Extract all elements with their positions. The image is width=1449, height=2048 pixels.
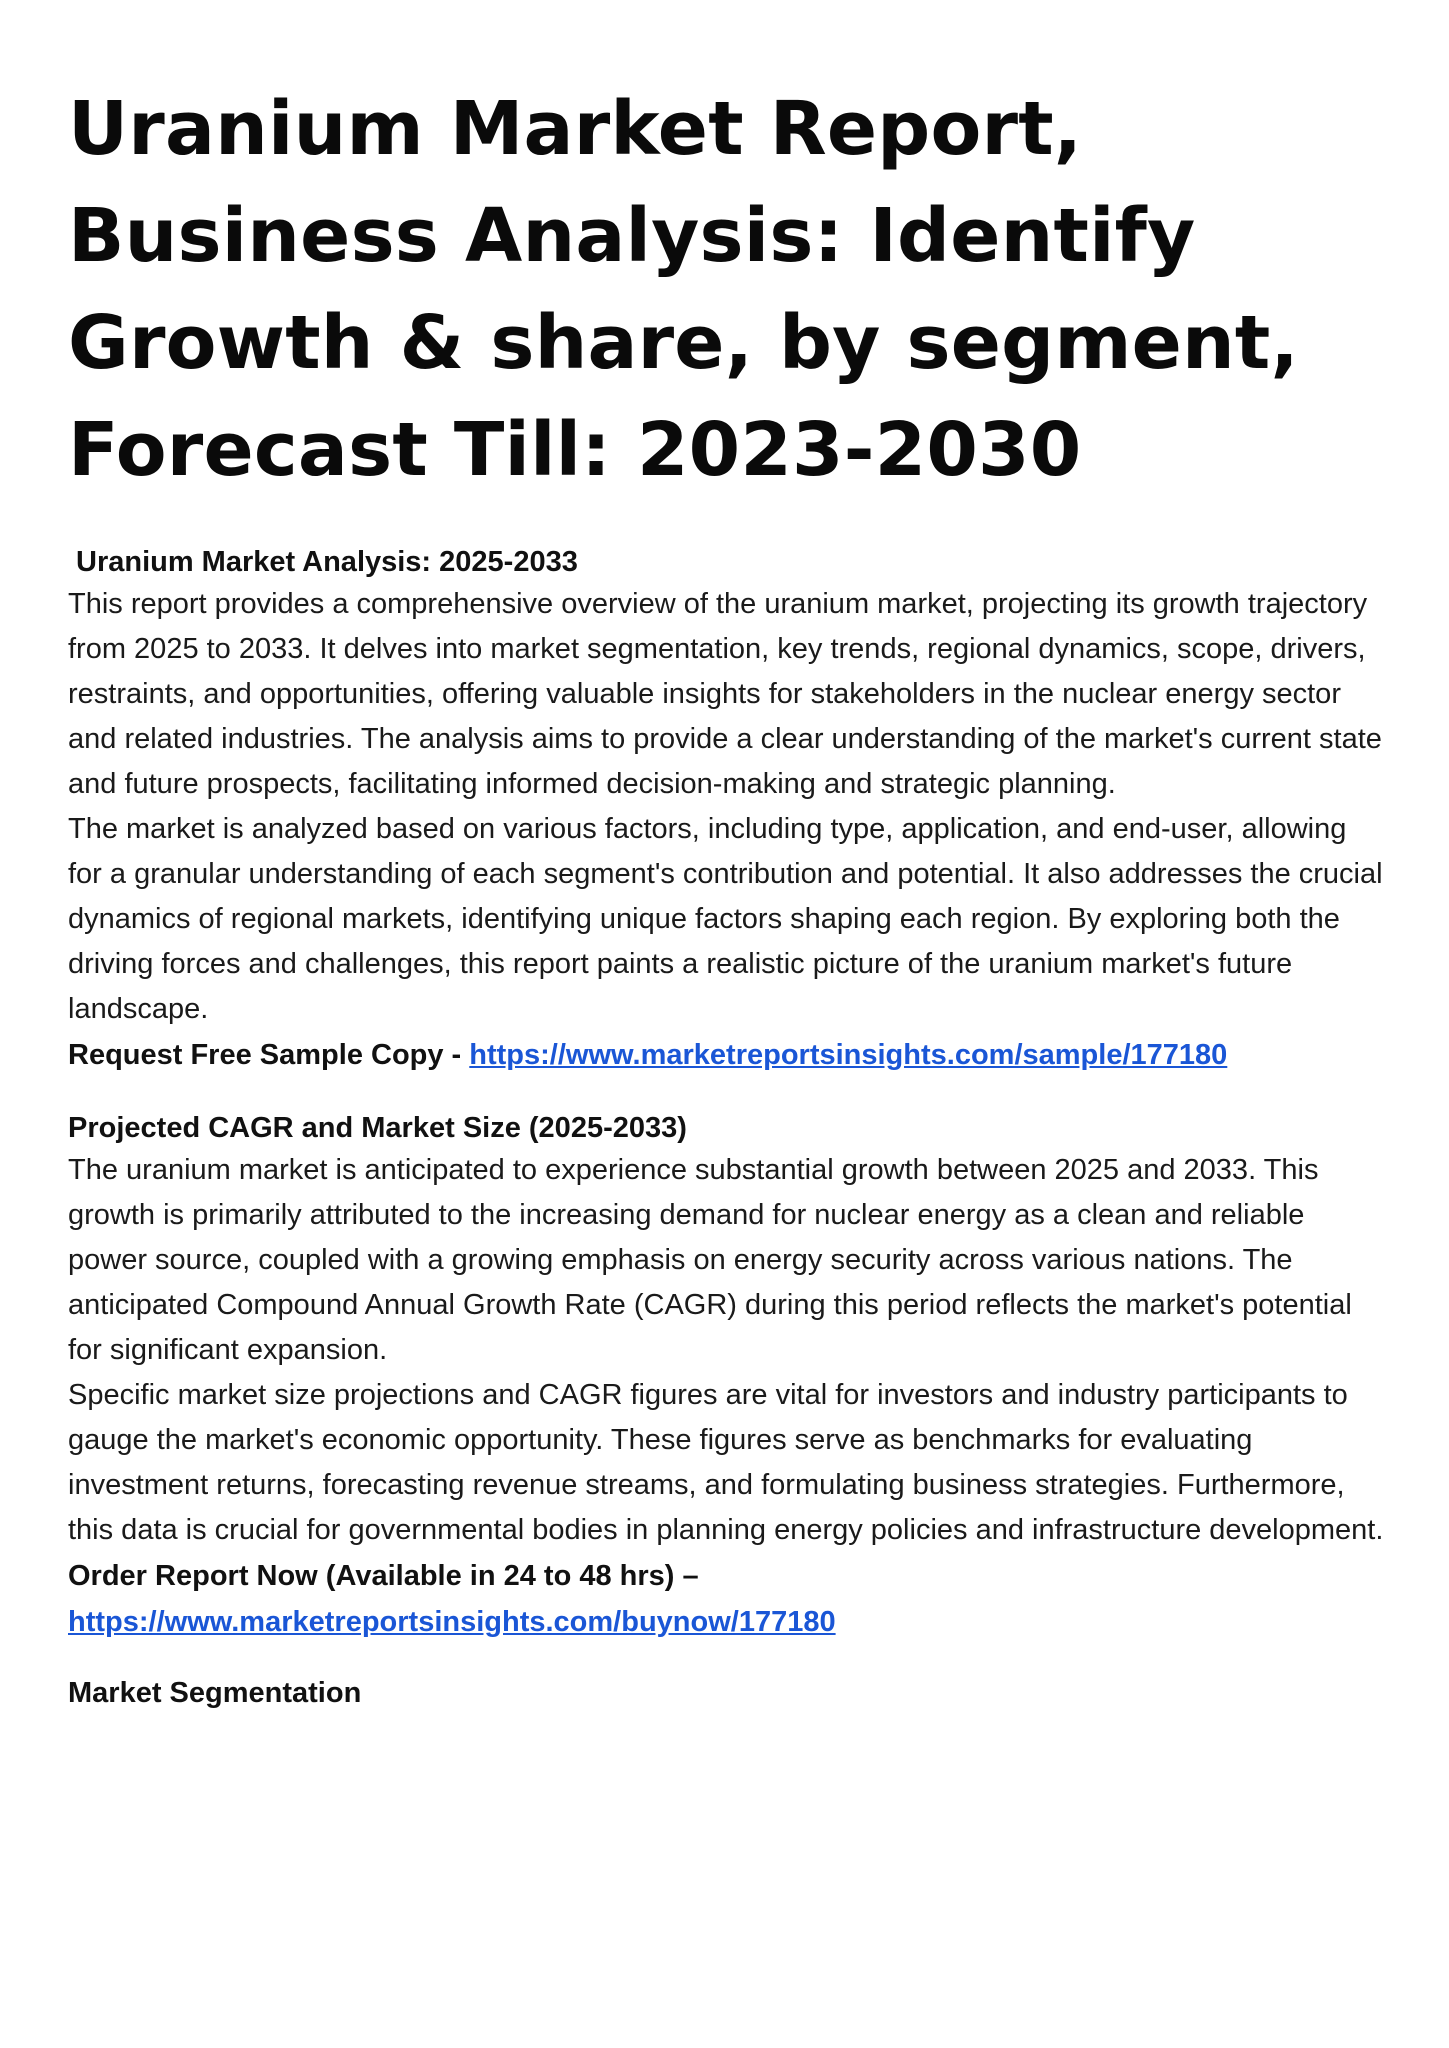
sample-request-line (68, 1032, 1388, 1078)
paragraph-segments: The market is analyzed based on various factors, including type, application, and end-user, allowing for a granular understanding of each segment's contribution and potential. It also addresses the crucial dynamics of regional markets, identifying unique factors shaping each region. By exploring both the driving forces and challenges, this report paints a realistic picture of the uranium market's future landscape. (68, 813, 1383, 1025)
paragraph-projections: Specific market size projections and CAGR figures are vital for investors and industry participants to gauge the market's economic opportunity. These figures serve as benchmarks for evaluating investment returns, forecasting revenue streams, and formulating business strategies. Furthermore, this data is crucial for governmental bodies in planning energy policies and infrastructure development. (68, 1379, 1384, 1546)
section-heading-analysis: Uranium Market Analysis: 2025-2033 (76, 546, 578, 578)
section-heading-cagr: Projected CAGR and Market Size (2025-2033) (68, 1112, 687, 1144)
page-title: Uranium Market Report, Business Analysis: Identify Growth & share, by segment, Forecast Till: 2023-2030 (68, 86, 1299, 493)
paragraph-overview: This report provides a comprehensive overview of the uranium market, projecting its growth trajectory from 2025 to 2033. It delves into market segmentation, key trends, regional dynamics, scope, drivers, restraints, and opportunities, offering valuable insights for stakeholders in the nuclear energy sector and related industries. The analysis aims to provide a clear understanding of the market's current state and future prospects, facilitating informed decision-making and strategic planning. (68, 588, 1382, 800)
order-report-label: Order Report Now (Available in 24 to 48 hrs) – (68, 1560, 699, 1592)
paragraph-growth: The uranium market is anticipated to experience substantial growth between 2025 and 2033. This growth is primarily attributed to the increasing demand for nuclear energy as a clean and reliable power source, coupled with a growing emphasis on energy security across various nations. The anticipated Compound Annual Growth Rate (CAGR) during this period reflects the market's potential for significant expansion. (68, 1154, 1352, 1366)
section-heading-segmentation: Market Segmentation (68, 1677, 362, 1709)
order-report-line (68, 1553, 1388, 1645)
document-page (68, 76, 1388, 1713)
sample-request-label: Request Free Sample Copy - (68, 1039, 470, 1071)
order-report-link[interactable]: https://www.marketreportsinsights.com/buynow/177180 (68, 1606, 836, 1638)
sample-request-link[interactable]: https://www.marketreportsinsights.com/sample/177180 (469, 1039, 1228, 1071)
